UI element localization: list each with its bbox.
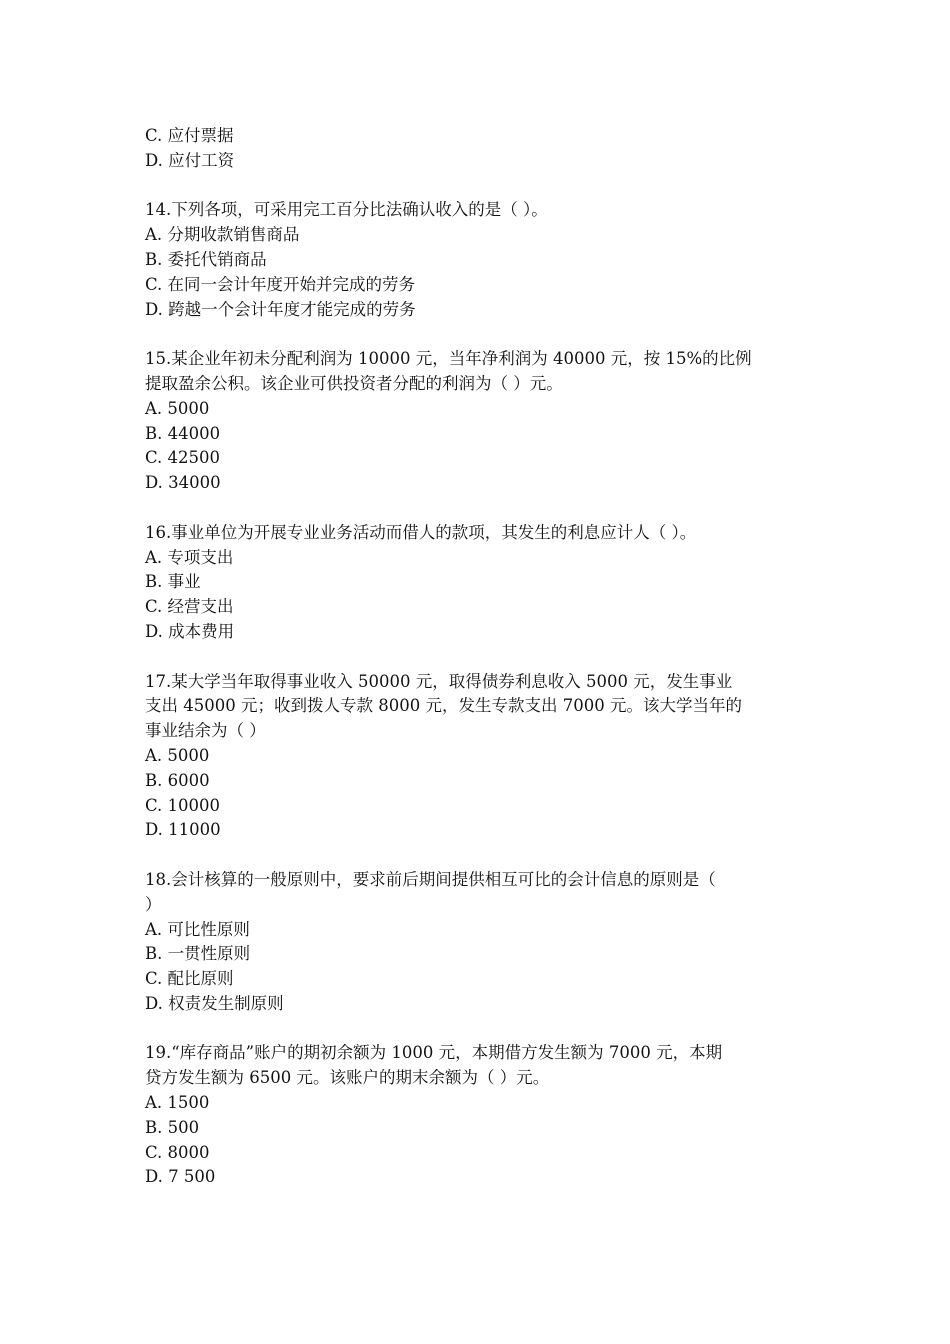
option-a: A. 5000 <box>145 398 210 418</box>
question-text: 提取盈余公积。该企业可供投资者分配的利润为（ ）元。 <box>145 373 563 393</box>
option-a: A. 1500 <box>145 1093 210 1113</box>
question-14 <box>145 198 810 322</box>
option-c: C. 8000 <box>145 1142 210 1162</box>
option-d: D. 应付工资 <box>145 150 235 170</box>
option-b: B. 6000 <box>145 770 210 790</box>
question-text: 事业结余为（ ） <box>145 721 266 741</box>
question-text: 19.“库存商品”账户的期初余额为 1000 元，本期借方发生额为 7000 元，本期 <box>145 1043 723 1063</box>
question-19 <box>145 1041 810 1190</box>
option-c: C. 应付票据 <box>145 126 234 145</box>
question-18 <box>145 868 810 1017</box>
exam-page <box>145 124 810 1190</box>
spacer <box>145 174 810 199</box>
spacer <box>145 645 810 670</box>
question-text: ） <box>145 894 162 914</box>
spacer <box>145 322 810 347</box>
question-16 <box>145 521 810 645</box>
option-d: D. 34000 <box>145 473 221 493</box>
option-b: B. 事业 <box>145 572 201 592</box>
question-text: 贷方发生额为 6500 元。该账户的期末余额为（ ）元。 <box>145 1068 550 1088</box>
option-d: D. 权责发生制原则 <box>145 993 284 1013</box>
previous-question-fragment <box>145 124 810 174</box>
option-b: B. 44000 <box>145 423 221 443</box>
option-d: D. 成本费用 <box>145 621 235 641</box>
option-c: C. 在同一会计年度开始并完成的劳务 <box>145 274 416 294</box>
option-c: C. 经营支出 <box>145 597 234 617</box>
question-15 <box>145 347 810 496</box>
option-b: B. 委托代销商品 <box>145 249 267 269</box>
question-text: 15.某企业年初未分配利润为 10000 元，当年净利润为 40000 元，按 15%的比例 <box>145 349 752 369</box>
option-d: D. 11000 <box>145 820 221 840</box>
question-17 <box>145 670 810 844</box>
spacer <box>145 496 810 521</box>
option-a: A. 5000 <box>145 745 210 765</box>
question-text: 14.下列各项，可采用完工百分比法确认收入的是（ ）。 <box>145 200 548 220</box>
spacer <box>145 843 810 868</box>
option-d: D. 7 500 <box>145 1167 216 1187</box>
question-text: 支出 45000 元；收到拨人专款 8000 元，发生专款支出 7000 元。该大学当年的 <box>145 696 742 716</box>
option-b: B. 一贯性原则 <box>145 944 251 964</box>
option-c: C. 10000 <box>145 795 221 815</box>
option-a: A. 分期收款销售商品 <box>145 225 300 245</box>
option-c: C. 42500 <box>145 448 221 468</box>
option-a: A. 专项支出 <box>145 547 234 567</box>
option-b: B. 500 <box>145 1117 200 1137</box>
question-text: 16.事业单位为开展专业业务活动而借人的款项，其发生的利息应计人（ ）。 <box>145 522 697 542</box>
question-text: 18.会计核算的一般原则中，要求前后期间提供相互可比的会计信息的原则是（ <box>145 869 716 889</box>
option-c: C. 配比原则 <box>145 969 234 989</box>
option-a: A. 可比性原则 <box>145 919 250 939</box>
question-text: 17.某大学当年取得事业收入 50000 元，取得债券利息收入 5000 元，发生事业 <box>145 671 733 691</box>
spacer <box>145 1017 810 1042</box>
option-d: D. 跨越一个会计年度才能完成的劳务 <box>145 299 416 319</box>
